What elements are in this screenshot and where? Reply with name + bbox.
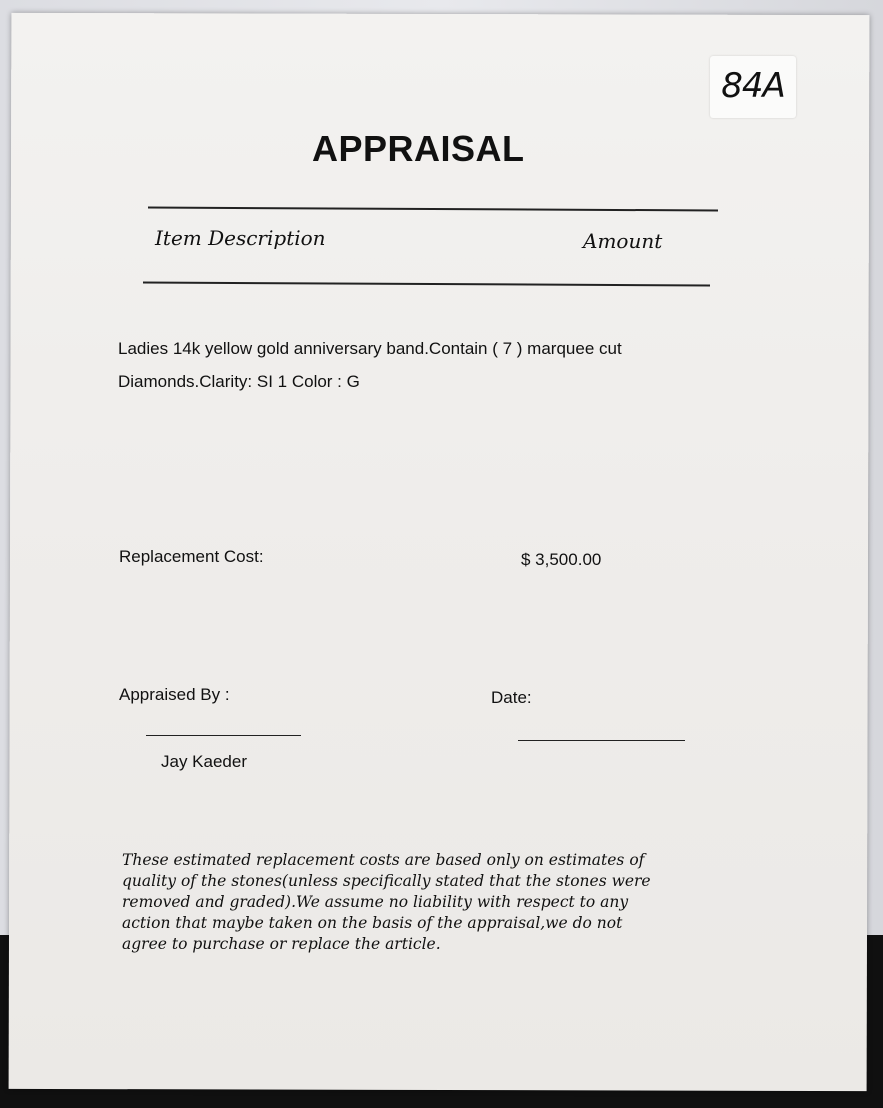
- disclaimer-text: [122, 850, 722, 955]
- disclaimer-line: action that maybe taken on the basis of the appraisal,we do not: [122, 914, 623, 932]
- item-description-line-1: Ladies 14k yellow gold anniversary band.Contain ( 7 ) marquee cut: [118, 339, 622, 358]
- amount-heading: Amount: [583, 229, 663, 253]
- date-signature-line: [518, 740, 685, 741]
- appraised-by-label: Appraised By :: [119, 685, 230, 704]
- disclaimer-line: quality of the stones(unless specifically stated that the stones were: [122, 872, 651, 890]
- disclaimer-line: These estimated replacement costs are based only on estimates of: [122, 851, 645, 869]
- document-title: APPRAISAL: [312, 128, 525, 169]
- replacement-cost-label: Replacement Cost:: [119, 547, 264, 566]
- replacement-cost-value: $ 3,500.00: [521, 550, 602, 569]
- lot-sticker: [710, 56, 796, 118]
- item-description-line-2: Diamonds.Clarity: SI 1 Color : G: [118, 372, 360, 391]
- item-description-heading: Item Description: [155, 226, 326, 250]
- disclaimer-line: removed and graded).We assume no liability with respect to any: [122, 893, 629, 911]
- lot-number: 84A: [721, 66, 785, 106]
- date-label: Date:: [491, 688, 532, 707]
- disclaimer-line: agree to purchase or replace the article.: [122, 935, 441, 953]
- appraiser-signature-line: [146, 735, 301, 736]
- appraiser-name: Jay Kaeder: [161, 752, 247, 771]
